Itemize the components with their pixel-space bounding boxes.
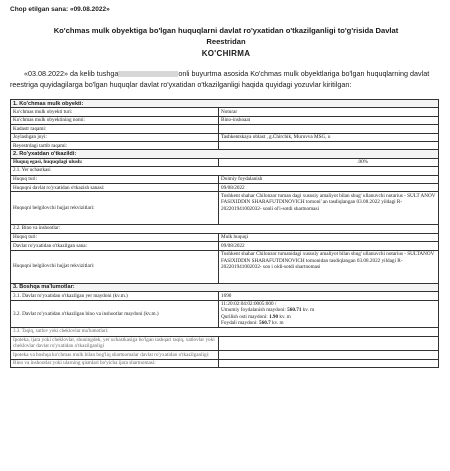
table-row	[11, 108, 439, 116]
table-row	[11, 184, 439, 192]
building-area-value	[219, 300, 439, 328]
intro-text-end: onli buyurtma asosida Ko'chmas mulk obyektlariga bo'lgan huquqlarning davlat reestriga quyidagilarga bo'lgan huquqlar davlat ro'yxatidan o'tkazilganligi haqida quyidagi yozuvlar kiritilgan:	[10, 69, 430, 89]
row-value	[219, 336, 439, 351]
row-label: Huquqni belgilovchi hujjat rekvizitlari:	[11, 192, 219, 225]
section1-header: 1. Ko'chmas mulk obyekti:	[11, 100, 439, 108]
row-label: Joylashgan joyi:	[11, 133, 219, 141]
intro-paragraph	[10, 68, 442, 90]
row-value	[219, 359, 439, 367]
land-area-row	[11, 292, 439, 300]
row-label: Huquqni belgilovchi hujjat rekvizitlari:	[11, 250, 219, 283]
row-value	[219, 351, 439, 359]
table-row	[11, 359, 439, 367]
table-row	[11, 142, 439, 150]
row-value: 09/08/2022	[219, 242, 439, 250]
table-row	[11, 242, 439, 250]
holder-share: .00%	[219, 158, 439, 166]
row-label: Kadastr raqami:	[11, 125, 219, 133]
row-label: Bino va inshootlar yoki ularning qismlari bo'yicha ijara shartnomasi:	[11, 359, 219, 367]
table-row	[11, 336, 439, 351]
document-subtitle: KO'CHIRMA	[201, 49, 251, 58]
row-label: Davlat ro'yxatidan o'tkazilgan sana:	[11, 242, 219, 250]
row-value: Doimiy foydalanish	[219, 175, 439, 183]
row-label: Huquq turi:	[11, 233, 219, 241]
row-label: Ko'chmas mulk obyektining nomi:	[11, 116, 219, 124]
row-value: 09/08/2022	[219, 184, 439, 192]
table-row	[11, 175, 439, 183]
intro-text-start: «03.08.2022» da kelib tushga	[24, 69, 119, 78]
subsection-title: 2.1. Yer uchastkasi	[11, 167, 439, 175]
row-label: Ko'chmas mulk obyekti turi:	[11, 108, 219, 116]
building-footprint-area: Qurilish osti maydoni: 1.90 kv. m	[221, 313, 291, 320]
row-label: Huquq turi:	[11, 175, 219, 183]
row-label: Reyestrdagi tartib raqami:	[11, 142, 219, 150]
row-value: Toshkent shahar Chilonzor tuman dagi xususiy amaliyot bilan shug' ullanuvchi notarius - SULT ANOV FASIXIDDIN SHARAFUTDINOVICH tomoni' an tasdiqlangan 03.08.2022 yildagi R-202201941002032- sonli ol'i-sotdi shartnomasi	[219, 192, 439, 225]
registry-table	[10, 99, 439, 368]
document-title: Ko'chmas mulk obyektiga bo'lgan huquqlarni davlat ro'yxatidan o'tkazilganligi to'g'risida Davlat Reestridan	[53, 26, 399, 46]
subsection-title: 3.3. Taqiq, xatlov yoki cheklovlar ma'lumotlari:	[11, 328, 439, 336]
print-date: Chop etilgan sana: «09.08.2022»	[10, 6, 110, 13]
building-area-row	[11, 300, 439, 328]
row-label: Huquqni davlat ro'yxatidan o'tkazish sanasi:	[11, 184, 219, 192]
row-value	[219, 142, 439, 150]
row-value: 1690	[219, 292, 439, 300]
subsection-title: 2.2. Bino va inshootlar:	[11, 225, 439, 233]
row-value: Mulk huquqi	[219, 233, 439, 241]
row-value: Noturar	[219, 108, 439, 116]
redacted-block	[118, 71, 178, 77]
row-label: Ipoteka va boshqa ko'chmas mulk bilan bog'liq shartnomalar davlat ro'yxatidan o'tkazilganligi:	[11, 351, 219, 359]
row-label: 3.2. Davlat ro'yxatidan o'tkazilgan bino va inshootlar maydoni (kv.m.)	[11, 300, 219, 328]
section3-header: 3. Boshqa ma'lumotlar:	[11, 283, 439, 291]
table-row	[11, 250, 439, 283]
row-value: Bino-inshoaat	[219, 116, 439, 124]
building-useful-area: Foydali maydoni: 560.7 kv. m	[221, 320, 284, 327]
section2-header: 2. Ro'yxatdan o'tkazildi:	[11, 150, 439, 158]
row-value: Toshkent shahar Chilonzor tumanidagi xususiy amaliyot bilan shug' ullanuvchi notarius - SULTANOV FASIXIDDIN SHARAFUTDINOVICH tomonidan tasdiqlangan 03.08.2022 yildagi R-202201941002032- son i oldi-sotdi shartnomasi	[219, 250, 439, 283]
table-row	[11, 133, 439, 141]
table-row	[11, 351, 439, 359]
table-row	[11, 233, 439, 241]
table-row	[11, 192, 439, 225]
building-cadastre: 11:20:02:04:02:0005:000 /	[221, 301, 277, 307]
row-label: Ipoteka, ijara yoki cheklovlar, shuningdek, yer uchastkasiga bo'lgan tashqari taqiq, xatlovlar yoki cheklovlar davlat ro'yxatidan o'tkazilganligi	[11, 336, 219, 351]
holder-label: Huquq egasi, huquqdagi ulush:	[11, 158, 219, 166]
holder-row	[11, 158, 439, 166]
table-row	[11, 125, 439, 133]
row-value	[219, 125, 439, 133]
row-label: 3.1. Davlat ro'yxatidan o'tkazilgan yer maydoni (kv.m.)	[11, 292, 219, 300]
table-row	[11, 116, 439, 124]
row-value: Tashkentskaya oblast , g.Chirchik, Muruvva MSG, u	[219, 133, 439, 141]
building-total-area: Umumiy foydalanish maydoni: 560.71 kv. m	[221, 307, 315, 314]
